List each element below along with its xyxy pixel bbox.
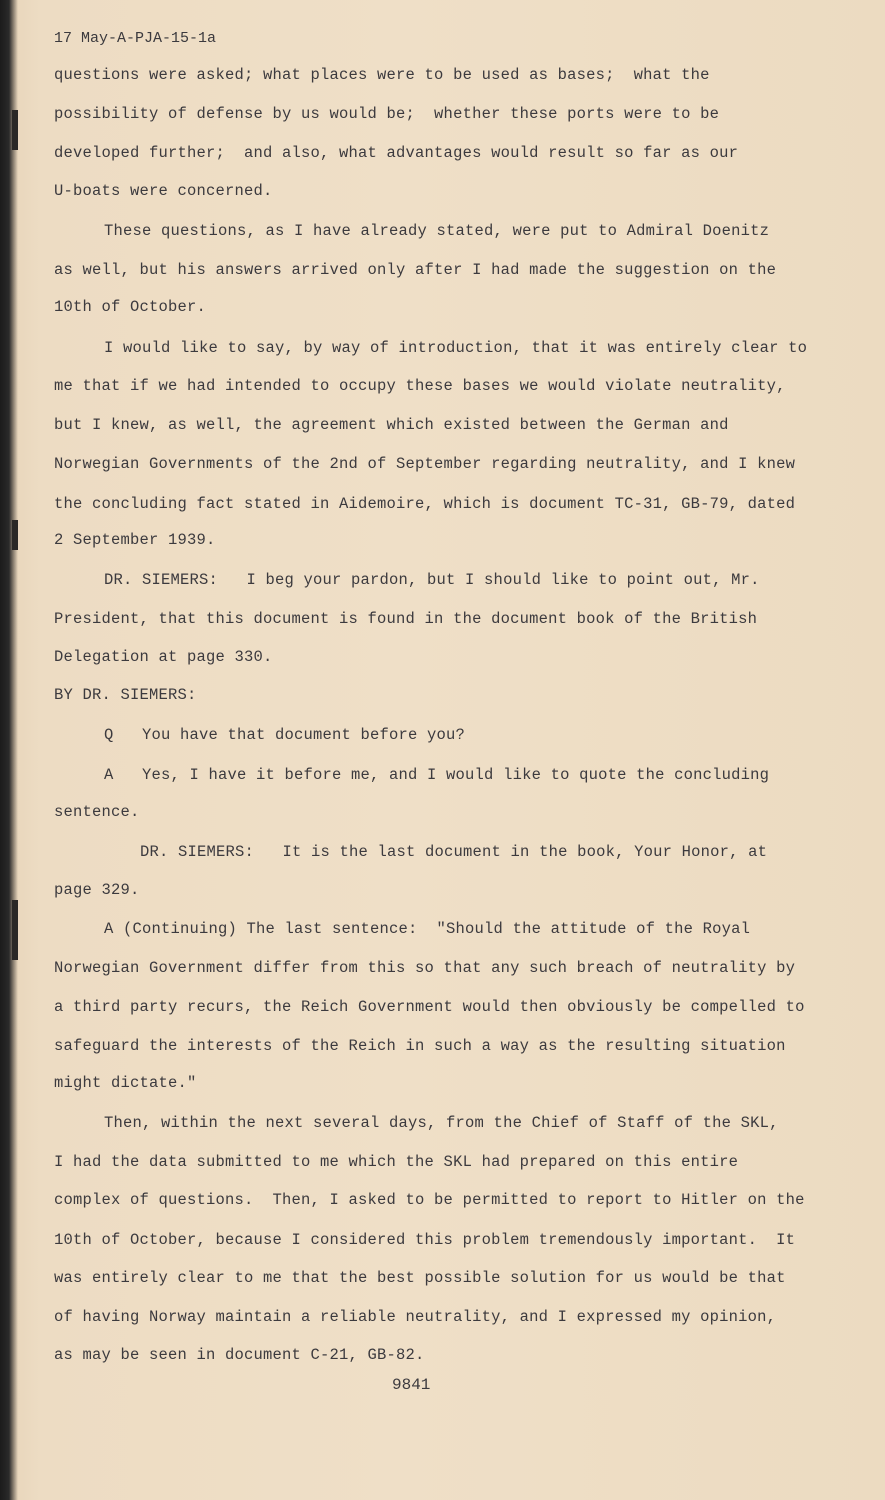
text-line: of having Norway maintain a reliable neutrality, and I expressed my opinion, [54, 1308, 777, 1326]
text-line: was entirely clear to me that the best possible solution for us would be that [54, 1269, 786, 1287]
text-line: complex of questions. Then, I asked to be permitted to report to Hitler on the [54, 1191, 805, 1209]
text-line: 10th of October, because I considered this problem tremendously important. It [54, 1231, 796, 1249]
text-line: DR. SIEMERS: It is the last document in the book, Your Honor, at [140, 843, 768, 861]
document-header: 17 May-A-PJA-15-1a [54, 30, 217, 47]
text-line: 10th of October. [54, 298, 207, 316]
text-line: as may be seen in document C-21, GB-82. [54, 1346, 425, 1364]
text-line: page 329. [54, 881, 140, 899]
text-line: developed further; and also, what advantages would result so far as our [54, 144, 739, 162]
text-line: but I knew, as well, the agreement which existed between the German and [54, 416, 729, 434]
edge-tear [12, 110, 18, 150]
text-line: the concluding fact stated in Aidemoire, which is document TC-31, GB-79, dated [54, 495, 796, 513]
text-line: Delegation at page 330. [54, 648, 273, 666]
page-left-edge [0, 0, 18, 1500]
text-line: BY DR. SIEMERS: [54, 686, 197, 704]
text-line: A Yes, I have it before me, and I would like to quote the concluding [104, 766, 770, 784]
text-line: These questions, as I have already stated, were put to Admiral Doenitz [104, 222, 770, 240]
text-line: President, that this document is found in the document book of the British [54, 610, 758, 628]
text-line: Q You have that document before you? [104, 726, 466, 744]
text-line: 2 September 1939. [54, 531, 216, 549]
text-line: Norwegian Government differ from this so that any such breach of neutrality by [54, 959, 796, 977]
text-line: sentence. [54, 803, 140, 821]
text-line: a third party recurs, the Reich Government would then obviously be compelled to [54, 998, 805, 1016]
edge-tear [12, 900, 18, 960]
text-line: I would like to say, by way of introduction, that it was entirely clear to [104, 339, 808, 357]
text-line: me that if we had intended to occupy these bases we would violate neutrality, [54, 377, 786, 395]
text-line: Then, within the next several days, from the Chief of Staff of the SKL, [104, 1114, 779, 1132]
text-line: DR. SIEMERS: I beg your pardon, but I should like to point out, Mr. [104, 571, 760, 589]
text-line: possibility of defense by us would be; whether these ports were to be [54, 105, 720, 123]
text-line: safeguard the interests of the Reich in such a way as the resulting situation [54, 1037, 786, 1055]
text-line: questions were asked; what places were to be used as bases; what the [54, 66, 710, 84]
edge-tear [12, 520, 18, 550]
text-line: as well, but his answers arrived only after I had made the suggestion on the [54, 261, 777, 279]
text-line: U-boats were concerned. [54, 182, 273, 200]
text-line: I had the data submitted to me which the SKL had prepared on this entire [54, 1153, 739, 1171]
page-number: 9841 [392, 1376, 431, 1394]
text-line: A (Continuing) The last sentence: "Should the attitude of the Royal [104, 920, 751, 938]
text-line: might dictate." [54, 1074, 197, 1092]
text-line: Norwegian Governments of the 2nd of September regarding neutrality, and I knew [54, 455, 796, 473]
